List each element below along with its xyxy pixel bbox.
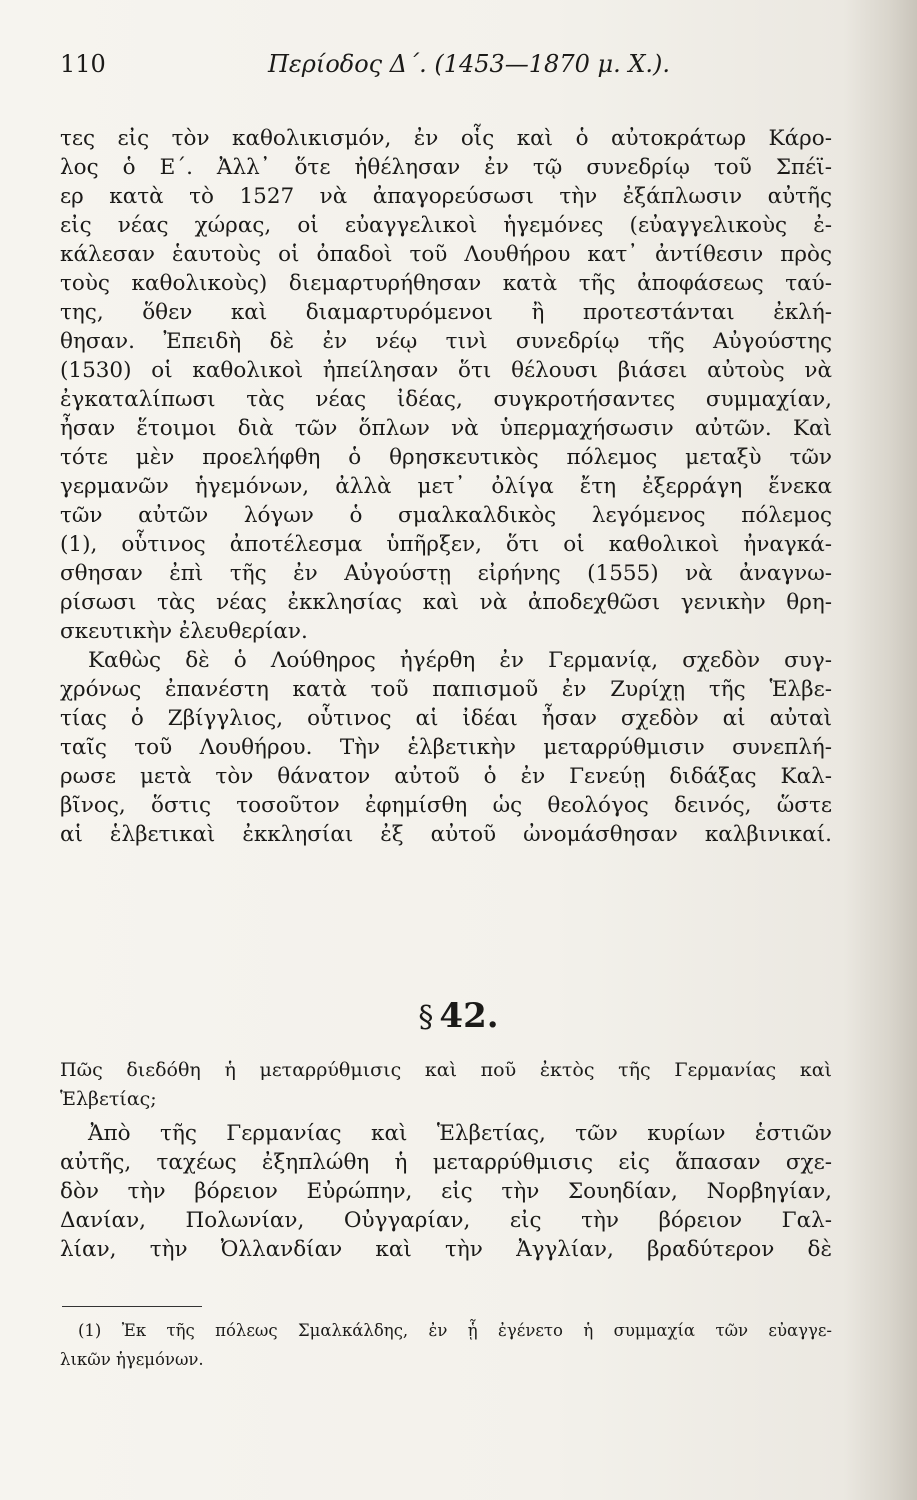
paragraph-2: [60, 646, 832, 849]
text-line: ερ κατὰ τὸ 1527 νὰ ἀπαγορεύσωσι τὴν ἐξάπλωσιν αὐτῆς: [60, 184, 832, 209]
page-header: [60, 50, 840, 90]
text-line: γερμανῶν ἡγεμόνων, ἀλλὰ μετ᾽ ὀλίγα ἔτη ἐξερράγη ἕνεκα: [60, 474, 832, 499]
text-line: ταῖς τοῦ Λουθήρου. Τὴν ἑλβετικὴν μεταρρύθμισιν συνεπλή-: [60, 735, 832, 760]
footnote-line: λικῶν ἡγεμόνων.: [60, 1350, 204, 1369]
running-title: Περίοδος Δ΄. (1453—1870 μ. Χ.).: [268, 50, 671, 78]
text-line: ἦσαν ἕτοιμοι διὰ τῶν ὅπλων νὰ ὑπερμαχήσωσιν αὐτῶν. Καὶ: [60, 416, 832, 441]
text-line: ρωσε μετὰ τὸν θάνατον αὐτοῦ ὁ ἐν Γενεύῃ διδάξας Καλ-: [60, 764, 832, 789]
text-line: αὐτῆς, ταχέως ἐξηπλώθη ἡ μεταρρύθμισις εἰς ἅπασαν σχε-: [60, 1150, 832, 1175]
paragraph-3: [60, 1118, 832, 1263]
text-line: (1), οὗτινος ἀποτέλεσμα ὑπῆρξεν, ὅτι οἱ καθολικοὶ ἠναγκά-: [60, 532, 832, 557]
text-line: χρόνως ἐπανέστη κατὰ τοῦ παπισμοῦ ἐν Ζυρίχῃ τῆς Ἑλβε-: [60, 677, 832, 702]
text-line: Δανίαν, Πολωνίαν, Οὐγγαρίαν, εἰς τὴν βόρειον Γαλ-: [60, 1208, 832, 1233]
text-line: δὸν τὴν βόρειον Εὐρώπην, εἰς τὴν Σουηδίαν, Νορβηγίαν,: [60, 1179, 832, 1204]
text-line: σθησαν ἐπὶ τῆς ἐν Αὐγούστῃ εἰρήνης (1555) νὰ ἀναγνω-: [60, 561, 832, 586]
main-text: [60, 124, 832, 849]
footnote-line: (1) Ἐκ τῆς πόλεως Σμαλκάλδης, ἐν ᾗ ἐγένετο ἡ συμμαχία τῶν εὐαγγε-: [78, 1321, 832, 1340]
text-line: ἐγκαταλίπωσι τὰς νέας ἰδέας, συγκροτήσαντες συμμαχίαν,: [60, 387, 832, 412]
section-question: [60, 1056, 832, 1114]
page-number: 110: [60, 50, 106, 78]
text-line: τες εἰς τὸν καθολικισμόν, ἐν οἷς καὶ ὁ αὐτοκράτωρ Κάρο-: [60, 126, 832, 151]
paragraph-1: [60, 124, 832, 646]
section-number: 42.: [439, 996, 499, 1036]
text-line: θησαν. Ἐπειδὴ δὲ ἐν νέῳ τινὶ συνεδρίῳ τῆς Αὐγούστης: [60, 329, 832, 354]
text-line: τοὺς καθολικοὺς) διεμαρτυρήθησαν κατὰ τῆς ἀποφάσεως ταύ-: [60, 271, 832, 296]
question-line: Ἑλβετίας;: [60, 1088, 157, 1110]
footnote: [60, 1318, 832, 1376]
footnote-rule: [62, 1306, 202, 1307]
text-line: τῶν αὐτῶν λόγων ὁ σμαλκαλδικὸς λεγόμενος πόλεμος: [60, 503, 832, 528]
section-symbol: §: [418, 1000, 434, 1035]
text-line: ρίσωσι τὰς νέας ἐκκλησίας καὶ νὰ ἀποδεχθῶσι γενικὴν θρη-: [60, 590, 832, 615]
text-line: αἱ ἑλβετικαὶ ἐκκλησίαι ἐξ αὐτοῦ ὠνομάσθησαν καλβινικαί.: [60, 822, 832, 847]
section-heading: [0, 996, 917, 1036]
text-line: της, ὅθεν καὶ διαμαρτυρόμενοι ἢ προτεστάνται ἐκλή-: [60, 300, 832, 325]
text-line: εἰς νέας χώρας, οἱ εὐαγγελικοὶ ἡγεμόνες (εὐαγγελικοὺς ἐ-: [60, 213, 832, 238]
text-line: τίας ὁ Ζβίγγλιος, οὗτινος αἱ ἰδέαι ἦσαν σχεδὸν αἱ αὐταὶ: [60, 706, 832, 731]
text-line: Ἀπὸ τῆς Γερμανίας καὶ Ἑλβετίας, τῶν κυρίων ἑστιῶν: [88, 1121, 832, 1146]
text-line: τότε μὲν προελήφθη ὁ θρησκευτικὸς πόλεμος μεταξὺ τῶν: [60, 445, 832, 470]
text-line: βῖνος, ὅστις τοσοῦτον ἐφημίσθη ὡς θεολόγος δεινός, ὥστε: [60, 793, 832, 818]
text-line: κάλεσαν ἑαυτοὺς οἱ ὀπαδοὶ τοῦ Λουθήρου κατ᾽ ἀντίθεσιν πρὸς: [60, 242, 832, 267]
text-line: λίαν, τὴν Ὀλλανδίαν καὶ τὴν Ἀγγλίαν, βραδύτερον δὲ: [60, 1237, 832, 1262]
text-line: σκευτικὴν ἐλευθερίαν.: [60, 619, 308, 644]
question-line: Πῶς διεδόθη ἡ μεταρρύθμισις καὶ ποῦ ἐκτὸς τῆς Γερμανίας καὶ: [60, 1059, 832, 1081]
text-line: (1530) οἱ καθολικοὶ ἠπείλησαν ὅτι θέλουσι βιάσει αὐτοὺς νὰ: [60, 358, 832, 383]
text-line: Καθὼς δὲ ὁ Λούθηρος ἠγέρθη ἐν Γερμανίᾳ, σχεδὸν συγ-: [88, 648, 832, 673]
text-line: λος ὁ Ε΄. Ἀλλ᾽ ὅτε ἠθέλησαν ἐν τῷ συνεδρίῳ τοῦ Σπέϊ-: [60, 155, 832, 180]
